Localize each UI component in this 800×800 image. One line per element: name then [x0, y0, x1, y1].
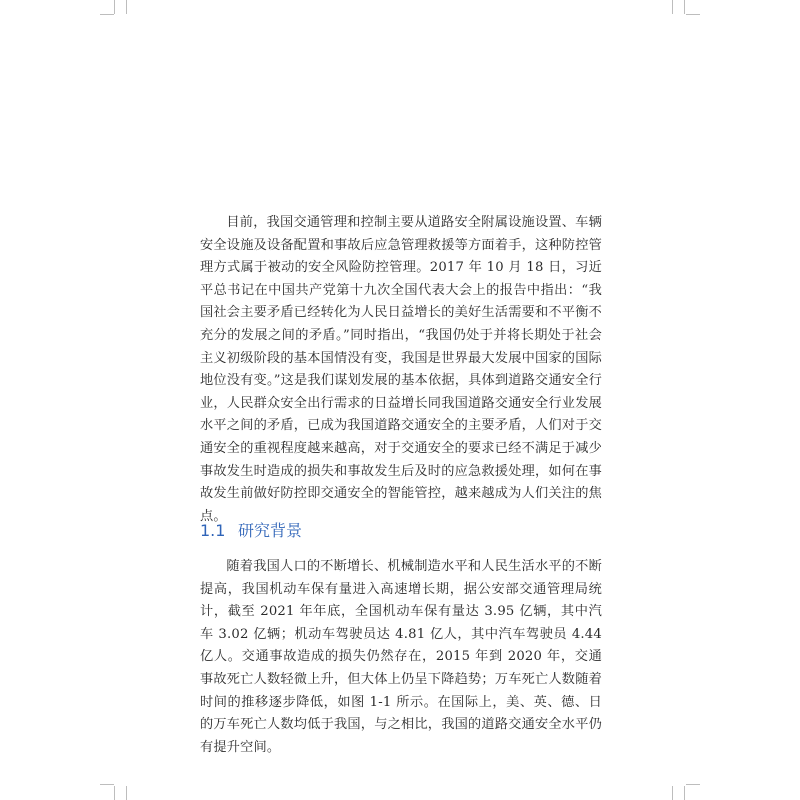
crop-mark	[686, 14, 700, 15]
crop-mark	[684, 786, 685, 800]
section-title: 研究背景	[238, 521, 303, 540]
crop-mark	[100, 784, 114, 785]
crop-mark	[100, 14, 114, 15]
crop-mark	[684, 0, 685, 14]
crop-mark	[686, 784, 700, 785]
crop-mark	[126, 786, 127, 800]
body-paragraph: 随着我国人口的不断增长、机械制造水平和人民生活水平的不断提高，我国机动车保有量进入高速增长期，据公安部交通管理局统计，截至 2021 年年底，全国机动车保有量达 3.95 亿辆，其中汽车 3.02 亿辆；机动车驾驶员达 4.81 亿人，其中汽车驾驶员 4.44 亿人。交通事故造成的损失仍然存在，2015 年到 2020 年，交通事故死亡人数轻微上升，但大体上仍呈下降趋势；万车死亡人数随着时间的推移逐步降低，如图 1-1 所示。在国际上，美、英、德、日的万车死亡人数均低于我国，与之相比，我国的道路交通安全水平仍有提升空间。	[200, 559, 602, 755]
crop-mark	[672, 0, 673, 14]
body-paragraph: 目前，我国交通管理和控制主要从道路安全附属设施设置、车辆安全设施及设备配置和事故后应急管理救援等方面着手，这种防控管理方式属于被动的安全风险防控管理。2017 年 10 月 18 日，习近平总书记在中国共产党第十九次全国代表大会上的报告中指出：“我国社会主要矛盾已经转化为人民日益增长的美好生活需要和不平衡不充分的发展之间的矛盾。”同时指出，“我国仍处于并将长期处于社会主义初级阶段的基本国情没有变，我国是世界最大发展中国家的国际地位没有变。”这是我们谋划发展的基本依据，具体到道路交通安全行业，人民群众安全出行需求的日益增长同我国道路交通安全行业发展水平之间的矛盾，已成为我国道路交通安全的主要矛盾，人们对于交通安全的重视程度越来越高，对于交通安全的要求已经不满足于减少事故发生时造成的损失和事故发生后及时的应急救援处理，如何在事故发生前做好防控即交通安全的智能管控，越来越成为人们关注的焦点。	[200, 215, 602, 524]
crop-mark	[126, 0, 127, 14]
crop-mark	[114, 786, 115, 800]
crop-mark	[672, 786, 673, 800]
crop-mark	[114, 0, 115, 14]
section-number: 1.1	[200, 521, 226, 540]
section-heading	[200, 518, 602, 544]
